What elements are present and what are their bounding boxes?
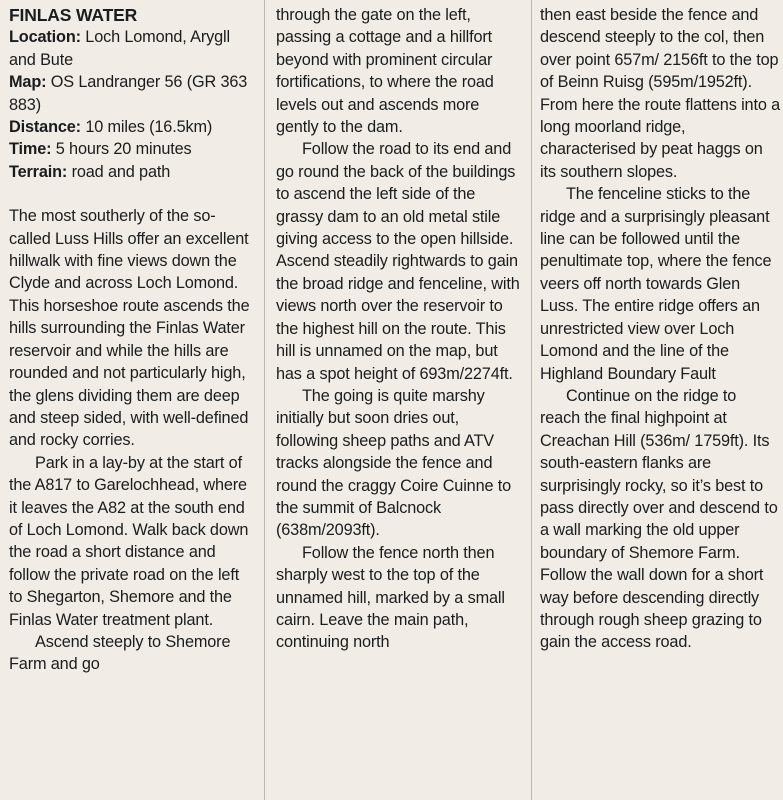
paragraph-ascend-continued: through the gate on the left, passing a cottage and a hillfort beyond with prominent circular fortifications, to where the road levels out and ascends more gently to the dam. — [276, 6, 494, 137]
info-terrain: Terrain: road and path — [9, 162, 171, 181]
paragraph-fence-north: Follow the fence north then sharply west to the top of the unnamed hill, marked by a small cairn. Leave the main path, continuing north — [276, 543, 505, 652]
info-distance: Distance: 10 miles (16.5km) — [9, 118, 213, 137]
paragraph-park: Park in a lay-by at the start of the A817 to Garelochhead, where it leaves the A82 at the south end of Loch Lomond. Walk back down the road a short distance and follow the private road on the left to Shegarton, Shemore and the Finlas Water treatment plant. — [9, 453, 249, 629]
info-map: Map: OS Landranger 56 (GR 363 883) — [9, 73, 248, 114]
column-2 — [276, 4, 523, 654]
column-divider — [531, 0, 532, 800]
info-location: Location: Loch Lomond, Arygll and Bute — [9, 28, 230, 69]
article-title: FINLAS WATER — [9, 5, 138, 25]
column-1 — [9, 4, 255, 676]
info-time: Time: 5 hours 20 minutes — [9, 140, 192, 159]
column-divider — [264, 0, 265, 800]
route-info — [9, 26, 255, 183]
paragraph-road: Follow the road to its end and go round the back of the buildings to ascend the left side of the grassy dam to an old metal stile giving access to the open hillside. Ascend steadily rightwards to gain the broad ridge and fenceline, with views north over the reservoir to the highest hill on the route. This hill is unnamed on the map, but has a spot height of 693m/2274ft. — [276, 140, 520, 383]
column-3 — [540, 4, 780, 654]
paragraph-intro: The most southerly of the so-called Luss Hills offer an excellent hillwalk with fine views down the Clyde and across Loch Lomond. This horseshoe route ascends the hills surrounding the Finlas Water reservoir and while the hills are rounded and not particularly high, the glens dividing them are deep and steep sided, with well-defined and rocky corries. — [9, 207, 250, 450]
paragraph-fenceline: The fenceline sticks to the ridge and a surprisingly pleasant line can be followed until the penultimate top, where the fence veers off north towards Glen Luss. The entire ridge offers an unrestricted view over Loch Lomond and the line of the Highland Boundary Fault — [540, 185, 772, 383]
paragraph-marshy: The going is quite marshy initially but soon dries out, following sheep paths and ATV tracks alongside the fence and round the craggy Coire Cuinne to the summit of Balcnock (638m/2093ft). — [276, 386, 512, 540]
paragraph-fence-north-continued: then east beside the fence and descend steeply to the col, then over point 657m/ 2156ft to the top of Beinn Ruisg (595m/1952ft). From here the route flattens into a long moorland ridge, characterised by peat haggs on its southern slopes. — [540, 6, 781, 181]
paragraph-continue: Continue on the ridge to reach the final highpoint at Creachan Hill (536m/ 1759ft). Its south-eastern flanks are surprisingly rocky, so it’s best to pass directly over and descend to a wall marking the old upper boundary of Shemore Farm. Follow the wall down for a short way before descending directly through rough sheep grazing to gain the access road. — [540, 386, 778, 652]
paragraph-ascend: Ascend steeply to Shemore Farm and go — [9, 632, 231, 674]
